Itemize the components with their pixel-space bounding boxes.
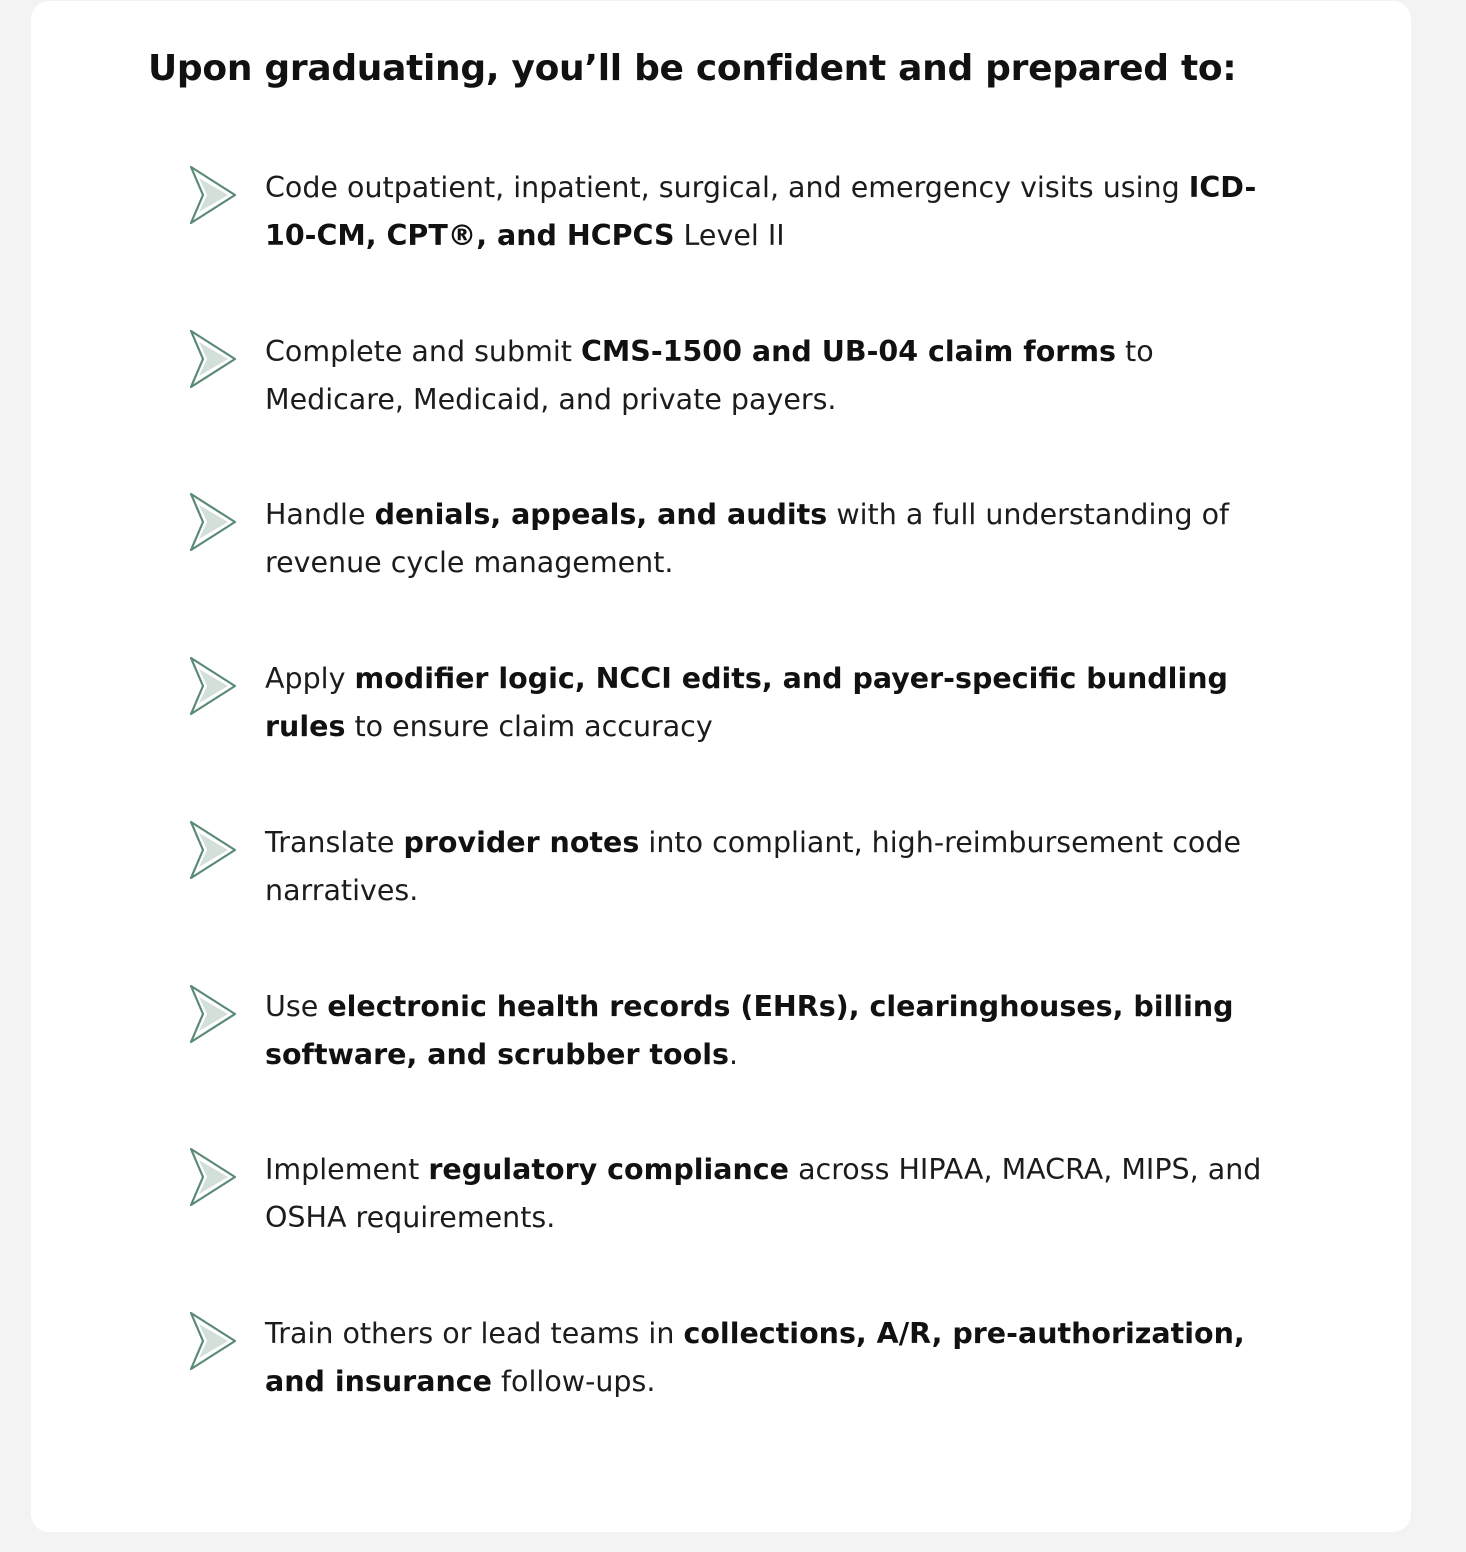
- body-text: into compliant, high-reimbursement code narratives.: [265, 826, 1241, 907]
- emphasis-text: regulatory compliance: [428, 1153, 790, 1186]
- body-text: follow-ups.: [491, 1365, 656, 1398]
- body-text: Train others or lead teams in: [265, 1317, 684, 1350]
- body-text: with a full understanding of revenue cycle management.: [265, 498, 1230, 579]
- emphasis-text: provider notes: [403, 826, 640, 859]
- chevron-arrow-icon: [188, 820, 238, 882]
- section-heading: Upon graduating, you’ll be confident and prepared to:: [148, 48, 1237, 89]
- body-text: Translate: [265, 826, 404, 859]
- list-item-text: [265, 819, 1295, 915]
- list-item-text: [265, 491, 1295, 587]
- body-text: across HIPAA, MACRA, MIPS, and OSHA requirements.: [265, 1153, 1262, 1234]
- chevron-arrow-icon: [188, 165, 238, 227]
- chevron-arrow-icon: [188, 656, 238, 718]
- list-item-text: [265, 1310, 1295, 1406]
- chevron-arrow-icon: [188, 329, 238, 391]
- chevron-arrow-icon: [188, 492, 238, 554]
- list-item-text: [265, 983, 1295, 1079]
- list-item-text: [265, 164, 1295, 260]
- emphasis-text: collections, A/R, pre-authorization, and insurance: [265, 1317, 1245, 1398]
- emphasis-text: denials, appeals, and audits: [374, 498, 828, 531]
- chevron-arrow-icon: [188, 984, 238, 1046]
- body-text: to ensure claim accuracy: [345, 710, 713, 743]
- emphasis-text: modifier logic, NCCI edits, and payer-specific bundling rules: [265, 662, 1228, 743]
- list-item-text: [265, 655, 1295, 751]
- chevron-arrow-icon: [188, 1311, 238, 1373]
- chevron-arrow-icon: [188, 1147, 238, 1209]
- body-text: Apply: [265, 662, 355, 695]
- list-item-text: [265, 328, 1295, 424]
- body-text: Complete and submit: [265, 335, 582, 368]
- body-text: Code outpatient, inpatient, surgical, and emergency visits using: [265, 171, 1189, 204]
- body-text: Implement: [265, 1153, 429, 1186]
- body-text: Use: [265, 990, 328, 1023]
- body-text: Handle: [265, 498, 375, 531]
- body-text: to Medicare, Medicaid, and private payers.: [265, 335, 1154, 416]
- list-item-text: [265, 1146, 1295, 1242]
- emphasis-text: ICD-10-CM, CPT®, and HCPCS: [265, 171, 1257, 252]
- body-text: Level II: [674, 219, 785, 252]
- body-text: .: [728, 1038, 738, 1071]
- emphasis-text: electronic health records (EHRs), clearinghouses, billing software, and scrubber tools: [265, 990, 1234, 1071]
- emphasis-text: CMS-1500 and UB-04 claim forms: [581, 335, 1116, 368]
